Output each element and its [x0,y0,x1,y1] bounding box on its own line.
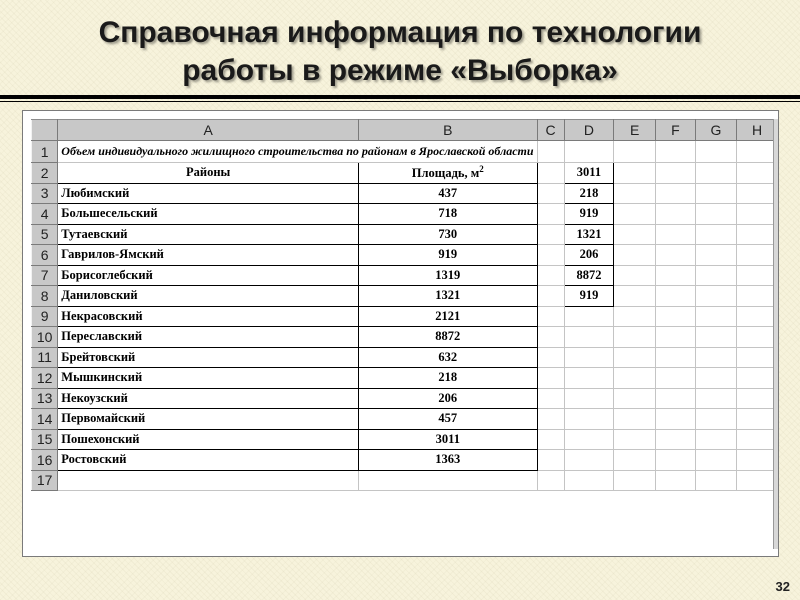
title-divider-thick [0,95,800,99]
result-cell[interactable]: 218 [564,183,614,204]
cell[interactable] [537,306,564,327]
cell[interactable] [737,409,778,430]
district-name-cell[interactable]: Первомайский [58,409,359,430]
row-header[interactable]: 7 [32,265,58,286]
cell[interactable] [695,204,736,225]
header-cell-area[interactable] [359,163,538,184]
table-row [32,368,778,389]
district-name-cell[interactable]: Брейтовский [58,347,359,368]
title-line-1: Справочная информация по технологии [98,16,702,49]
cell[interactable] [537,204,564,225]
cell[interactable] [614,327,656,348]
cell[interactable] [737,429,778,450]
cell[interactable] [564,429,614,450]
cell[interactable] [614,470,656,491]
table-row [32,183,778,204]
cell[interactable] [655,429,695,450]
row-header[interactable]: 17 [32,470,58,491]
cell[interactable] [537,409,564,430]
cell[interactable] [737,388,778,409]
table-row [32,347,778,368]
area-value-cell[interactable]: 919 [359,245,538,266]
cell[interactable] [614,306,656,327]
cell[interactable] [537,450,564,471]
cell[interactable] [737,204,778,225]
district-name-cell[interactable]: Некрасовский [58,306,359,327]
district-name-cell[interactable]: Пошехонский [58,429,359,450]
cell[interactable] [695,245,736,266]
table-caption-cell[interactable]: Объем индивидуального жилищного строительства по районам в Ярославской области [58,140,537,163]
row-header[interactable]: 6 [32,245,58,266]
row-header[interactable]: 3 [32,183,58,204]
cell[interactable] [695,450,736,471]
cell[interactable] [737,183,778,204]
result-cell[interactable]: 919 [564,204,614,225]
cell[interactable] [737,265,778,286]
area-value-cell[interactable]: 1319 [359,265,538,286]
column-header-g[interactable]: G [695,120,736,141]
column-header-row [32,120,778,141]
district-name-cell[interactable]: Некоузский [58,388,359,409]
cell[interactable] [537,388,564,409]
cell[interactable] [737,245,778,266]
district-name-cell[interactable]: Ростовский [58,450,359,471]
table-row [32,306,778,327]
title-divider-thin [0,101,800,102]
result-cell[interactable]: 1321 [564,224,614,245]
row-header[interactable]: 2 [32,163,58,184]
district-name-cell[interactable]: Тутаевский [58,224,359,245]
column-header-h[interactable]: H [737,120,778,141]
cell[interactable] [614,204,656,225]
cell[interactable] [695,409,736,430]
header-area-superscript: 2 [479,164,484,175]
cell[interactable] [695,368,736,389]
cell[interactable] [737,224,778,245]
cell[interactable] [737,163,778,184]
spreadsheet-screenshot [22,110,779,557]
cell[interactable] [655,224,695,245]
row-header[interactable]: 9 [32,306,58,327]
cell[interactable] [695,429,736,450]
cell[interactable] [564,388,614,409]
cell[interactable] [655,450,695,471]
row-header[interactable]: 15 [32,429,58,450]
area-value-cell[interactable]: 730 [359,224,538,245]
vertical-scrollbar-edge[interactable] [773,119,778,549]
result-cell[interactable]: 206 [564,245,614,266]
cell[interactable] [614,347,656,368]
cell[interactable] [359,470,538,491]
district-name-cell[interactable]: Мышкинский [58,368,359,389]
cell[interactable] [737,368,778,389]
cell[interactable] [564,327,614,348]
cell[interactable] [537,265,564,286]
area-value-cell[interactable]: 8872 [359,327,538,348]
cell[interactable] [655,347,695,368]
table-row [32,450,778,471]
area-value-cell[interactable]: 718 [359,204,538,225]
cell[interactable] [614,245,656,266]
cell[interactable] [564,409,614,430]
cell[interactable] [737,327,778,348]
cell[interactable] [655,286,695,307]
cell[interactable] [564,347,614,368]
cell[interactable] [737,140,778,163]
cell[interactable] [537,140,564,163]
select-all-corner[interactable] [32,120,58,141]
cell[interactable] [537,470,564,491]
cell[interactable] [737,450,778,471]
cell[interactable] [655,409,695,430]
district-name-cell[interactable]: Гаврилов-Ямский [58,245,359,266]
cell[interactable] [537,347,564,368]
table-row [32,265,778,286]
table-row [32,204,778,225]
cell[interactable] [537,286,564,307]
cell[interactable] [655,388,695,409]
column-header-f[interactable]: F [655,120,695,141]
cell[interactable] [655,140,695,163]
cell[interactable] [737,470,778,491]
cell[interactable] [695,183,736,204]
row-header[interactable]: 5 [32,224,58,245]
column-header-a[interactable]: A [58,120,359,141]
cell[interactable] [655,306,695,327]
cell[interactable] [655,163,695,184]
cell[interactable] [614,450,656,471]
cell[interactable] [614,409,656,430]
table-row [32,224,778,245]
row-header[interactable]: 4 [32,204,58,225]
area-value-cell[interactable]: 3011 [359,429,538,450]
cell[interactable] [537,183,564,204]
cell[interactable] [537,163,564,184]
cell[interactable] [537,327,564,348]
table-row [32,245,778,266]
cell[interactable] [564,306,614,327]
row-header[interactable]: 10 [32,327,58,348]
cell[interactable] [614,224,656,245]
area-value-cell[interactable]: 206 [359,388,538,409]
result-cell[interactable]: 8872 [564,265,614,286]
cell[interactable] [537,224,564,245]
result-cell-d2[interactable]: 3011 [564,163,614,184]
cell[interactable] [537,429,564,450]
area-value-cell[interactable]: 1363 [359,450,538,471]
cell[interactable] [614,429,656,450]
cell[interactable] [655,327,695,348]
header-cell-districts[interactable]: Районы [58,163,359,184]
cell[interactable] [695,470,736,491]
cell[interactable] [695,388,736,409]
column-header-b[interactable]: B [359,120,538,141]
slide-title [0,14,800,90]
cell[interactable] [564,450,614,471]
column-header-d[interactable]: D [564,120,614,141]
area-value-cell[interactable]: 457 [359,409,538,430]
cell[interactable] [614,388,656,409]
area-value-cell[interactable]: 2121 [359,306,538,327]
column-header-c[interactable]: C [537,120,564,141]
district-name-cell[interactable]: Даниловский [58,286,359,307]
cell[interactable] [537,245,564,266]
cell[interactable] [695,140,736,163]
cell[interactable] [695,163,736,184]
table-row [32,388,778,409]
cell[interactable] [737,347,778,368]
district-name-cell[interactable]: Борисоглебский [58,265,359,286]
row-header[interactable]: 8 [32,286,58,307]
table-row [32,327,778,348]
cell[interactable] [614,368,656,389]
cell[interactable] [564,140,614,163]
cell[interactable] [695,224,736,245]
cell[interactable] [614,183,656,204]
row-header[interactable]: 11 [32,347,58,368]
table-row [32,140,778,163]
cell[interactable] [737,306,778,327]
cell[interactable] [695,327,736,348]
area-value-cell[interactable]: 632 [359,347,538,368]
area-value-cell[interactable]: 1321 [359,286,538,307]
page-number: 32 [775,579,790,594]
cell[interactable] [614,286,656,307]
title-line-2: работы в режиме «Выборка» [182,54,618,87]
cell[interactable] [695,306,736,327]
table-row [32,429,778,450]
cell[interactable] [655,470,695,491]
column-header-e[interactable]: E [614,120,656,141]
district-name-cell[interactable]: Любимский [58,183,359,204]
result-cell[interactable]: 919 [564,286,614,307]
cell[interactable] [695,347,736,368]
row-header[interactable]: 14 [32,409,58,430]
cell[interactable] [737,286,778,307]
row-header[interactable]: 1 [32,140,58,163]
cell[interactable] [614,163,656,184]
area-value-cell[interactable]: 437 [359,183,538,204]
district-name-cell[interactable]: Переславский [58,327,359,348]
cell[interactable] [537,368,564,389]
cell[interactable] [564,368,614,389]
header-area-text: Площадь, м [411,166,480,181]
area-value-cell[interactable]: 218 [359,368,538,389]
cell[interactable] [695,286,736,307]
row-header[interactable]: 12 [32,368,58,389]
cell[interactable] [58,470,359,491]
cell[interactable] [564,470,614,491]
cell[interactable] [655,245,695,266]
table-row [32,286,778,307]
row-header[interactable]: 16 [32,450,58,471]
cell[interactable] [655,265,695,286]
cell[interactable] [614,265,656,286]
district-name-cell[interactable]: Большесельский [58,204,359,225]
row-header[interactable]: 13 [32,388,58,409]
cell[interactable] [614,140,656,163]
table-row [32,163,778,184]
cell[interactable] [655,183,695,204]
spreadsheet-grid [31,119,778,491]
cell[interactable] [655,368,695,389]
cell[interactable] [655,204,695,225]
cell[interactable] [695,265,736,286]
table-row [32,409,778,430]
table-row [32,470,778,491]
